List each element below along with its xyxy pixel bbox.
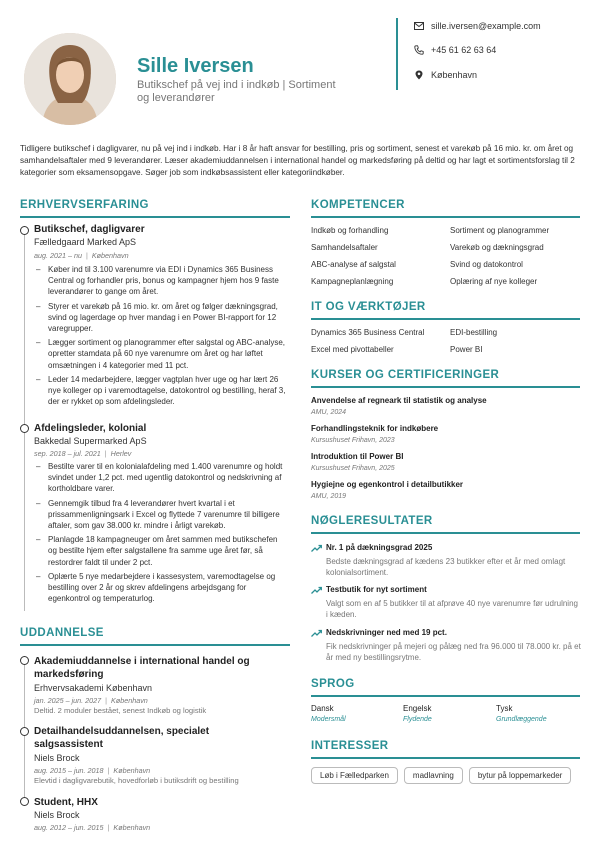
timeline-dot (20, 226, 29, 235)
competence-item: Samhandelsaftaler (311, 243, 378, 252)
course-meta: AMU, 2024 (311, 409, 347, 416)
interest-tag: madlavning (404, 767, 463, 784)
education-meta: aug. 2015 – jun. 2018 | København (34, 766, 151, 775)
timeline-dot (20, 797, 29, 806)
education-desc: Deltid. 2 moduler bestået, senest Indkøb og logistik (34, 706, 207, 715)
course-title: Introduktion til Power BI (311, 452, 404, 461)
email-icon (414, 21, 424, 31)
result-desc: Bedste dækningsgrad af kædens 23 butikker efter et år med omlagt kolonialsortiment. (326, 557, 566, 577)
course-meta: Kursushuset Frihavn, 2025 (311, 465, 395, 472)
section-title-languages: SPROG (311, 678, 355, 690)
section-rule (311, 695, 580, 697)
job-bullet: – Leder 14 medarbejdere, lægger vagtplan hver uge og har lært 26 nye kolleger op i varemodtagelse, datokontrol og bestilling, heraf 3, der er rykket op som afdelingsleder. (34, 374, 286, 408)
education-period: jan. 2025 – jun. 2027 (34, 696, 102, 705)
trend-up-icon (311, 586, 322, 595)
trend-up-icon (311, 544, 322, 553)
section-title-courses: KURSER OG CERTIFICERINGER (311, 369, 500, 381)
course-title: Hygiejne og egenkontrol i detailbutikker (311, 480, 464, 489)
header-divider (396, 18, 398, 90)
language-name: Engelsk (403, 704, 432, 713)
course-title: Anvendelse af regneark til statistik og analyse (311, 396, 487, 405)
job-bullet: – Styrer et varekøb på 16 mio. kr. om året og følger dækningsgrad, svind og lagerdage op hver mandag i en Power BI-rapport for 12 varegrupper. (34, 301, 286, 335)
job-meta: sep. 2018 – jul. 2021 | Herlev (34, 449, 132, 458)
timeline-dot (20, 727, 29, 736)
interest-tag: Løb i Fælledparken (311, 767, 398, 784)
education-place: København (113, 766, 151, 775)
it-item: Power BI (450, 345, 483, 354)
education-meta: jan. 2025 – jun. 2027 | København (34, 696, 148, 705)
job-bullet: – Bestilte varer til en kolonialafdeling med 1.400 varenumre og holdt svindet under 1,2 pct. med ugentlig datokontrol og nedskrivning af kortholdbare varer. (34, 461, 286, 495)
section-title-it: IT OG VÆRKTØJER (311, 301, 426, 313)
interest-tag: bytur på loppemarkeder (469, 767, 572, 784)
interest-tags (311, 767, 571, 784)
competence-item: ABC-analyse af salgstal (311, 260, 396, 269)
education-school: Niels Brock (34, 753, 80, 763)
competence-item: Indkøb og forhandling (311, 226, 389, 235)
education-desc: Elevtid i dagligvarebutik, hovedforløb i butiksdrift og bestilling (34, 776, 239, 785)
job-bullet: – Lægger sortiment og planogrammer efter salgstal og ABC-analyse, opretter stamdata på 60 nye varenumre om året og har løftet omsætningen i 4 kategorier med 11 pct. (34, 337, 286, 371)
section-title-competences: KOMPETENCER (311, 199, 405, 211)
section-rule (311, 532, 580, 534)
section-title-interests: INTERESSER (311, 740, 389, 752)
course-meta: AMU, 2019 (311, 493, 347, 500)
it-item: Excel med pivottabeller (311, 345, 394, 354)
result-title: Nedskrivninger ned med 19 pct. (326, 628, 447, 637)
language-name: Tysk (496, 704, 513, 713)
timeline-dot (20, 424, 29, 433)
profile-photo (24, 33, 116, 125)
it-item: EDI-bestilling (450, 328, 498, 337)
job-bullet: – Planlagde 18 kampagneuger om året sammen med butikschefen og bestilte hjem efter salgstallene fra samme uge året før, så restordrer faldt til under 2 pct. (34, 534, 286, 568)
language-name: Dansk (311, 704, 334, 713)
job-title: Butikschef, dagligvarer (34, 224, 145, 235)
course-meta: Kursushuset Frihavn, 2023 (311, 437, 395, 444)
language-level: Grundlæggende (496, 716, 547, 723)
education-place: København (111, 696, 148, 705)
education-title: Akademiuddannelse i international handel og markedsføring (34, 656, 250, 680)
job-bullet: – Oplærte 5 nye medarbejdere i kassesystem, varemodtagelse og bestilling over 2 år og skrev afdelingens arbejdsgang for egenkontrol og temperaturlog. (34, 571, 286, 605)
education-period: aug. 2012 – jun. 2015 (34, 823, 104, 832)
competence-item: Svind og datokontrol (450, 260, 523, 269)
trend-up-icon (311, 629, 322, 638)
candidate-name: Sille Iversen (137, 55, 254, 77)
education-title: Student, HHX (34, 797, 98, 808)
section-rule (311, 216, 580, 218)
education-school: Niels Brock (34, 810, 80, 820)
job-period: sep. 2018 – jul. 2021 (34, 449, 101, 458)
section-title-experience: ERHVERVSERFARING (20, 199, 149, 211)
phone-icon (414, 45, 424, 55)
job-company: Bakkedal Supermarked ApS (34, 436, 147, 446)
result-title: Testbutik for nyt sortiment (326, 585, 427, 594)
competence-item: Oplæring af nye kolleger (450, 277, 538, 286)
result-desc: Valgt som en af 5 butikker til at afprøve 40 nye varenumre før udrulning i kæden. (326, 599, 578, 619)
job-meta: aug. 2021 – nu | København (34, 251, 129, 260)
job-title: Afdelingsleder, kolonial (34, 423, 147, 434)
language-level: Flydende (403, 716, 432, 723)
job-bullets (34, 461, 286, 607)
education-school: Erhvervsakademi København (34, 683, 153, 693)
timeline-dot (20, 656, 29, 665)
contact-email[interactable] (414, 21, 541, 31)
job-bullet: – Køber ind til 3.100 varenumre via EDI i Dynamics 365 Business Central og forhandler pris, bonus og kampagner hjem hos 9 faste leverandører to gange om året. (34, 264, 286, 298)
profile-summary: Tidligere butikschef i dagligvarer, nu på vej ind i indkøb. Har i 8 år haft ansvar for bestilling, pris og sortiment, senest et varekøb på 16 mio. kr. om året og samhandelsaftaler med 9 leverandører. Læser akademiuddannelsen i international handel og markedsføring på deltid og har lagt et sortimentsforslag til 2 kategorier som eksamensopgave. Søger job som indkøbsassistent eller kategoriindkøber. (20, 144, 575, 177)
contact-location (414, 70, 477, 80)
section-rule (311, 386, 580, 388)
job-place: København (91, 251, 129, 260)
contact-email-text: sille.iversen@example.com (431, 21, 541, 31)
it-item: Dynamics 365 Business Central (311, 328, 425, 337)
competence-item: Kampagneplanlægning (311, 277, 394, 286)
job-period: aug. 2021 – nu (34, 251, 82, 260)
section-rule (20, 216, 290, 218)
experience-timeline (24, 231, 25, 611)
education-title: Detailhandelsuddannelsen, specialet salgsassistent (34, 726, 210, 750)
job-place: Herlev (110, 449, 132, 458)
education-meta: aug. 2012 – jun. 2015 | København (34, 823, 151, 832)
section-rule (20, 644, 290, 646)
contact-phone[interactable] (414, 45, 496, 55)
competence-item: Varekøb og dækningsgrad (450, 243, 544, 252)
contact-phone-text: +45 61 62 63 64 (431, 45, 497, 55)
section-rule (311, 318, 580, 320)
competence-item: Sortiment og planogrammer (450, 226, 550, 235)
section-rule (311, 757, 580, 759)
result-desc: Fik nedskrivninger på mejeri og pålæg ned fra 96.000 til 78.000 kr. på et år med ny bestillingsrytme. (326, 642, 581, 662)
job-bullets (34, 264, 286, 410)
job-bullet: – Gennemgik tilbud fra 4 leverandører hvert kvartal i et prissammenligningsark i Excel og flyttede 7 varenumre til billigere aftaler, som gav 38.000 kr. mindre i årligt varekøb. (34, 498, 286, 532)
result-title: Nr. 1 på dækningsgrad 2025 (326, 543, 433, 552)
section-title-education: UDDANNELSE (20, 627, 104, 639)
candidate-subtitle: Butikschef på vej ind i indkøb | Sortiment og leverandører (137, 79, 336, 104)
section-title-results: NØGLERESULTATER (311, 515, 433, 527)
education-place: København (113, 823, 151, 832)
job-company: Fælledgaard Marked ApS (34, 237, 137, 247)
education-period: aug. 2015 – jun. 2018 (34, 766, 104, 775)
contact-location-text: København (431, 70, 478, 80)
location-pin-icon (414, 70, 424, 80)
course-title: Forhandlingsteknik for indkøbere (311, 424, 439, 433)
language-level: Modersmål (311, 716, 346, 723)
